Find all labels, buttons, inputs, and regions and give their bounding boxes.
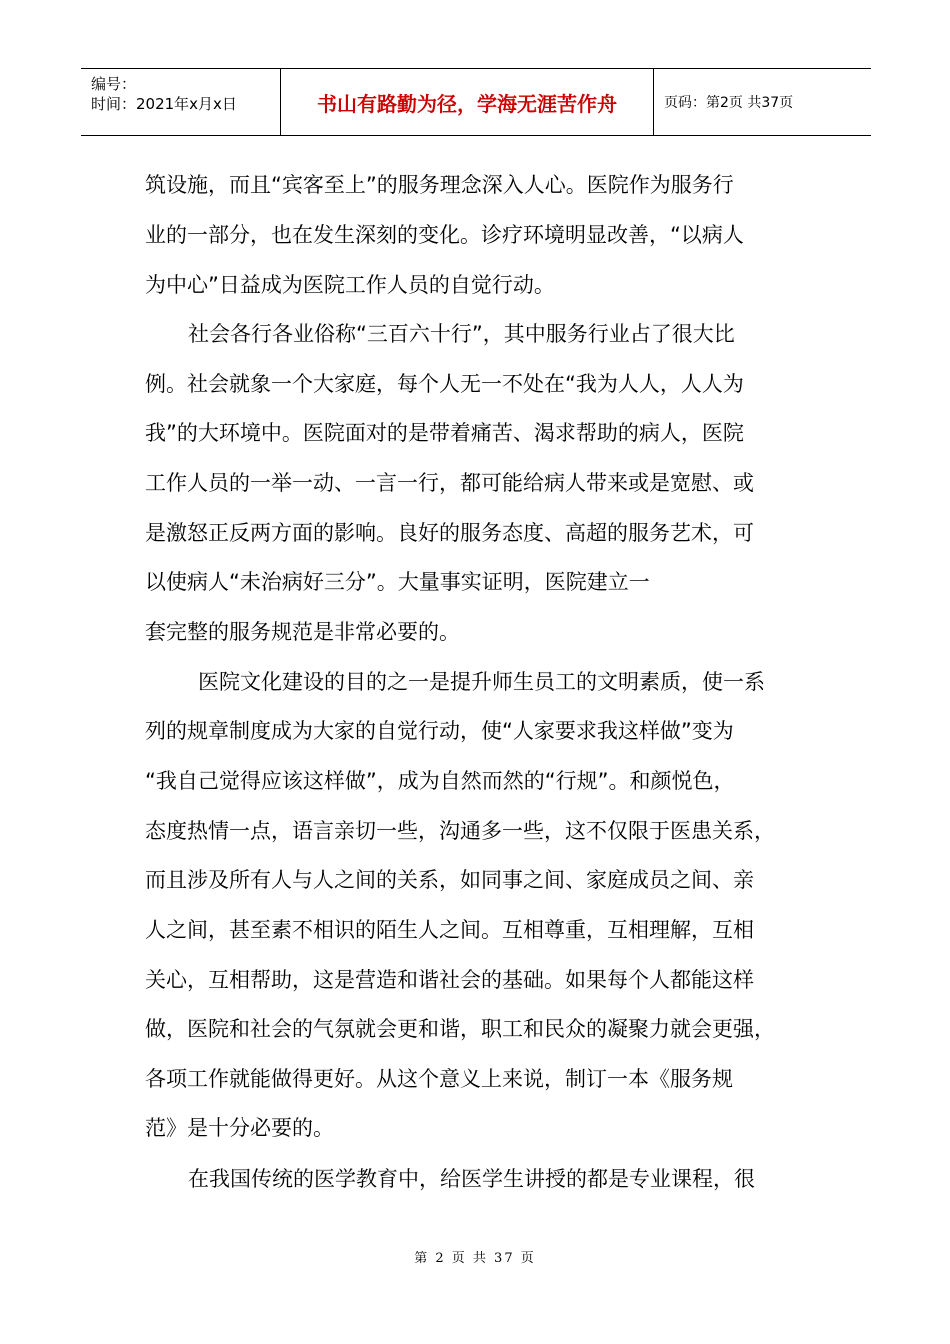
body-line: 医院文化建设的目的之一是提升师生员工的文明素质，使一系 [198,670,765,694]
document-header [81,68,871,136]
body-line: 为中心”日益成为医院工作人员的自觉行动。 [145,273,555,297]
body-line: 态度热情一点，语言亲切一些，沟通多一些，这不仅限于医患关系， [145,819,775,843]
body-line: 做，医院和社会的气氛就会更和谐，职工和民众的凝聚力就会更强， [145,1017,775,1041]
body-line: 在我国传统的医学教育中，给医学生讲授的都是专业课程，很 [188,1167,755,1191]
body-line: “我自己觉得应该这样做”，成为自然而然的“行规”。和颜悦色， [145,769,735,793]
page-footer: 第 2 页 共 37 页 [414,1251,536,1266]
body-line: 我”的大环境中。医院面对的是带着痛苦、渴求帮助的病人，医院 [145,421,744,445]
body-line: 套完整的服务规范是非常必要的。 [145,620,460,644]
body-line: 人之间，甚至素不相识的陌生人之间。互相尊重，互相理解，互相 [145,918,754,942]
header-page-cell [654,69,871,135]
body-line: 例。社会就象一个大家庭，每个人无一不处在“我为人人，人人为 [145,372,744,396]
body-line: 工作人员的一举一动、一言一行，都可能给病人带来或是宽慰、或 [145,471,754,495]
header-page-code: 页码：第2页 共37页 [664,95,794,111]
body-line: 筑设施，而且“宾客至上”的服务理念深入人心。医院作为服务行 [145,173,734,197]
body-line: 社会各行各业俗称“三百六十行”，其中服务行业占了很大比 [188,322,735,346]
body-line: 列的规章制度成为大家的自觉行动，使“人家要求我这样做”变为 [145,719,734,743]
time-label: 时间：2021年x月x日 [91,95,237,113]
body-line: 范》是十分必要的。 [145,1116,334,1140]
body-line: 是激怒正反两方面的影响。良好的服务态度、高超的服务艺术，可 [145,521,754,545]
header-meta-cell [81,69,281,135]
header-motto: 书山有路勤为径，学海无涯苦作舟 [317,91,617,116]
body-line: 各项工作就能做得更好。从这个意义上来说，制订一本《服务规 [145,1067,733,1091]
serial-label: 编号： [91,75,137,93]
body-line: 以使病人“未治病好三分”。大量事实证明，医院建立一 [145,570,650,594]
body-line: 关心，互相帮助，这是营造和谐社会的基础。如果每个人都能这样 [145,968,754,992]
body-line: 而且涉及所有人与人之间的关系，如同事之间、家庭成员之间、亲 [145,868,754,892]
header-motto-cell [281,69,654,135]
body-line: 业的一部分，也在发生深刻的变化。诊疗环境明显改善，“以病人 [145,223,744,247]
